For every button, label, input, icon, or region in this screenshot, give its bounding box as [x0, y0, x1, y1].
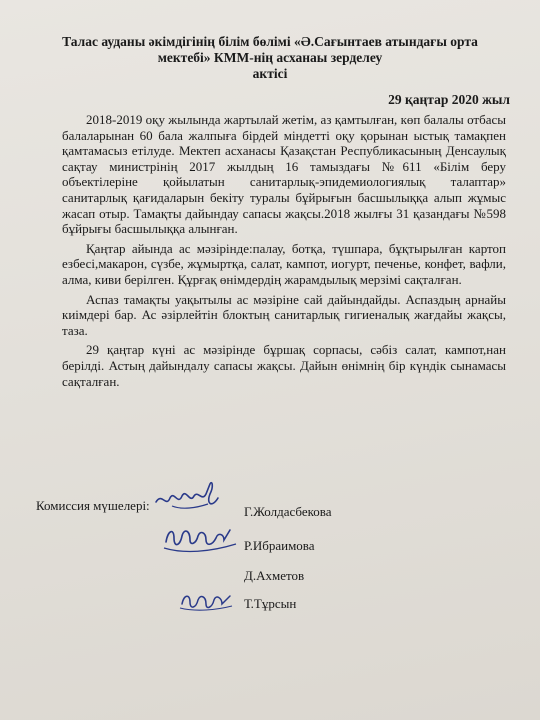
commission-label: Комиссия мүшелері:: [36, 498, 150, 513]
paragraph-4: 29 қаңтар күні ас мәзірінде бұршақ сорпасы, сәбіз салат, кампот,нан берілді. Астың дайындалу сапасы жақсы. Дайын өнімнің бір күндік сынамасы сақталған.: [62, 342, 506, 389]
member-4: Т.Тұрсын: [244, 596, 297, 611]
title-line-2: мектебі» КММ-нің асханаы зерделеу: [157, 50, 383, 65]
member-3: Д.Ахметов: [244, 568, 305, 583]
member-2: Р.Ибраимова: [244, 538, 315, 553]
paragraph-1: 2018-2019 оқу жылында жартылай жетім, аз қамтылған, көп балалы отбасы балаларынан 60 бала жалпыға бірдей міндетті оқу қорынан ыстық тамақпен қамтамасыз етілуде. Мектеп асханасы Қазақстан Республикасының Денсаулық сақтау министрінің 2017 жылдың 16 тамыздағы №611 «Білім беру объектілеріне қойылатын санитарлық-эпидемиологиялық талаптар» санитарлық қағидаларын бекіту туралы бұйрығын басшылыққа алып жұмыс жасап отыр. Тамақты дайындау сапасы жақсы.2018 жылғы 31 қазандағы №598 бұйрығы басшылыққа алынған.: [62, 112, 506, 237]
paragraph-3: Аспаз тамақты уақытылы ас мәзіріне сай дайындайды. Аспаздың арнайы киімдері бар. Ас әзірлейтін блоктың санитарлық гигиеналық жағдайы жақсы, таза.: [62, 291, 506, 338]
document-title: [40, 34, 500, 82]
paragraph-2: Қаңтар айында ас мәзірінде:палау, ботқа, түшпара, бұқтырылған картоп езбесі,макарон, сүзбе, жұмыртқа, салат, кампот, иогурт, печенье, конфет, вафли, алма, киви берілген. Құрғақ өнімдердің жарамдылық мерзімі сақталған.: [62, 240, 506, 287]
signature-2: [160, 520, 240, 556]
document-date: 29 қаңтар 2020 жыл: [388, 92, 510, 107]
title-line-3: актісі: [252, 66, 288, 81]
member-1: Г.Жолдасбекова: [244, 504, 332, 519]
signature-4: [176, 588, 236, 616]
title-line-1: Талас ауданы әкімдігінің білім бөлімі «Ә.Сағынтаев атындағы орта: [62, 34, 478, 49]
document-body: [62, 112, 506, 393]
signature-1: [152, 478, 224, 518]
